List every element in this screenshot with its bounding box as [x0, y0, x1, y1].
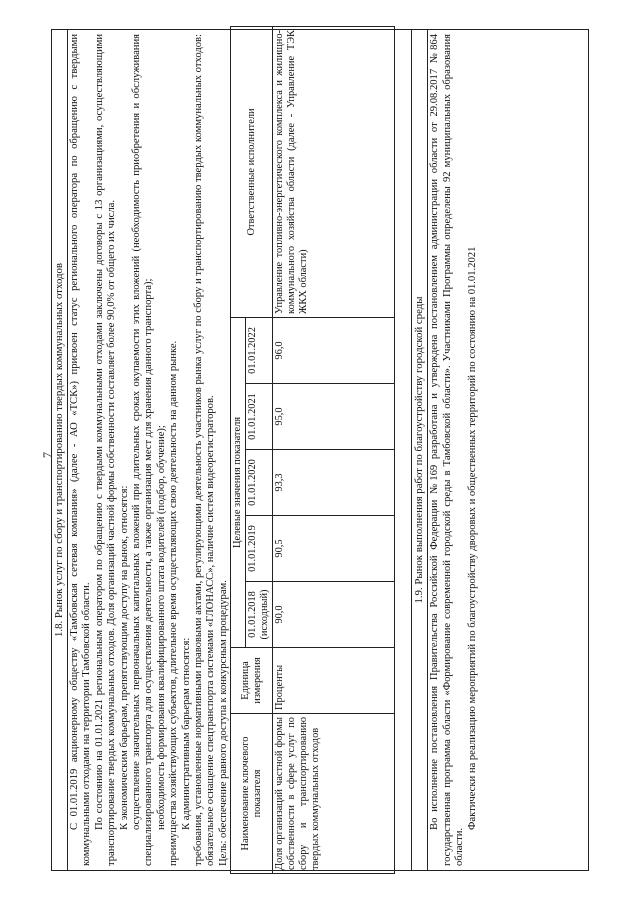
year-cell: 01.01.2018 (исходный): [246, 582, 273, 648]
section-1-9-body: [428, 30, 479, 870]
value-cell: 95,0: [273, 384, 395, 450]
paragraph: По состоянию на 01.01.2021 региональным оператором по обращению с твердыми коммунальными отходами заключены договоры с 13 организациями, осуществляющими транспортирование твердых коммунальных отходов. Доля организаций частной формы собственности составляет более 90,0% от общего их числа.: [93, 34, 118, 866]
table-header-row: [231, 27, 246, 874]
value-cell: 93,3: [273, 450, 395, 516]
kpi-table: [230, 26, 395, 874]
value-cell: 96,0: [273, 317, 395, 383]
header-responsible: Ответственные исполнители: [231, 27, 273, 318]
value-cell: 90,0: [273, 582, 395, 648]
section-frame: [51, 29, 589, 871]
section-1-9-title: 1.9. Рынок выполнения работ по благоустройству городской среды: [411, 30, 428, 870]
section-1-8-body: [68, 30, 230, 870]
rotated-content: [51, 29, 589, 871]
page-number: 7: [40, 452, 54, 458]
indicator-unit: Проценты: [273, 648, 395, 714]
paragraph: необходимость формирования квалифицированного штата водителей (подбор, обучение);: [155, 425, 167, 830]
spacer: [395, 30, 411, 870]
paragraph: К экономическим барьерам, препятствующим доступу на рынок, относятся:: [118, 485, 130, 830]
year-cell: 01.01.2021: [246, 384, 273, 450]
header-unit: Единица измерения: [231, 648, 273, 714]
year-cell: 01.01.2020: [246, 450, 273, 516]
value-cell: 90,5: [273, 516, 395, 582]
table-row: [273, 27, 395, 874]
paragraph: осуществление значительных первоначальных капитальных вложений при длительных сроках окупаемости этих вложений (необходимость приобретения и обслуживания специализированного транспорта для осуществления деятельности, а также организация мест для хранения данного транспорта);: [131, 34, 155, 866]
responsible-cell: Управление топливно-энергетического комплекса и жилищно-коммунального хозяйства области (далее - Управление ТЭК ЖКХ области): [273, 27, 395, 318]
paragraph: преимущества хозяйствующих субъектов, длительное время осуществляющих свою деятельность на данном рынке.: [168, 340, 180, 866]
header-name: Наименование ключевого показателя: [231, 714, 273, 874]
header-targets: Целевые значения показателя: [231, 317, 246, 647]
paragraph: требования, установленные нормативными правовыми актами, регулирующими деятельность участников рынка услуг по сбору и транспортированию твердых коммунальных отходов: обязательное оснащение спецтранспорта системами «ГЛОНАСС», наличие систем видеорегистраторов.: [193, 34, 217, 866]
goal-line: Цель: обеспечение равного доступа к конкурсным процедурам.: [217, 580, 229, 866]
paragraph: Во исполнение постановления Правительства Российской Федерации №169 разработана и утверждена постановлением администрации области от 29.08.2017 №864 государственная программа области «Формирование современной городской среды в Тамбовской области». Участниками Программы определены 92 муниципальных образования области.: [429, 34, 466, 866]
paragraph: Фактически на реализацию мероприятий по благоустройству дворовых и общественных территорий по состоянию на 01.01.2021: [466, 246, 478, 830]
year-cell: 01.01.2022: [246, 317, 273, 383]
year-cell: 01.01.2019: [246, 516, 273, 582]
paragraph: К административным барьерам относятся:: [180, 637, 192, 830]
section-1-8-title: 1.8. Рынок услуг по сбору и транспортированию твердых коммунальных отходов: [52, 30, 68, 870]
paragraph: С 01.01.2019 акционерному обществу «Тамбовская сетевая компания» (далее - АО «ТСК») присвоен статус регионального оператора по обращению с твердыми коммунальными отходами на территории Тамбовской области.: [69, 34, 93, 866]
indicator-name: Доля организаций частной формы собственности в сфере услуг по сбору и транспортированию твердых коммунальных отходов: [273, 714, 395, 874]
